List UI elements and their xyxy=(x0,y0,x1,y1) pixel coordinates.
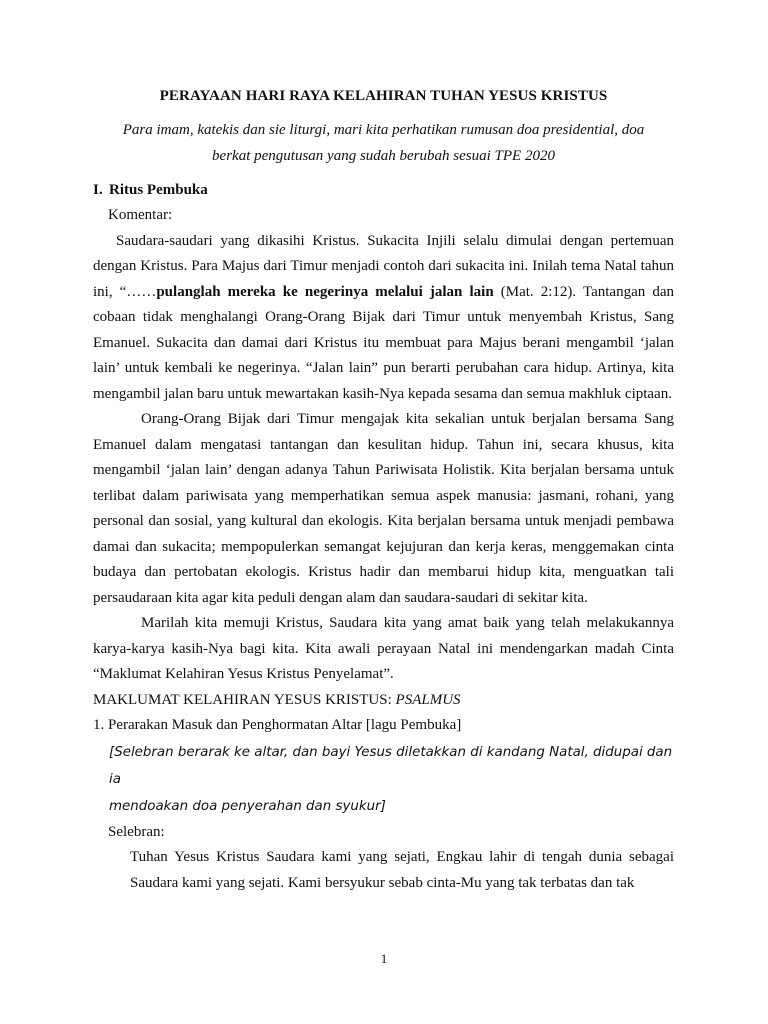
celebrant-label: Selebran: xyxy=(108,823,165,840)
paragraph-1 xyxy=(93,229,674,408)
document-title: PERAYAAN HARI RAYA KELAHIRAN TUHAN YESUS KRISTUS xyxy=(159,88,608,104)
comment-label: Komentar: xyxy=(108,207,173,223)
maklumat-heading xyxy=(93,688,674,714)
document-body xyxy=(93,84,674,896)
paragraph-1-bold-quote: pulanglah mereka ke negerinya melalui jalan lain xyxy=(156,283,494,300)
paragraph-1-text-a: Saudara-saudari yang dikasihi Kristus. Sukacita Injili selalu dimulai dengan pertemuan dengan Kristus. Para Majus dari Timur menjadi contoh dari sukacita ini. Inilah tema Natal tahun ini, “…… xyxy=(93,232,674,300)
intro-line: berkat pengutusan yang sudah berubah sesuai TPE 2020 xyxy=(212,147,555,164)
prayer-text: Tuhan Yesus Kristus Saudara kami yang sejati, Engkau lahir di tengah dunia sebagai Saudara kami yang sejati. Kami bersyukur sebab cinta-Mu yang tak terbatas dan tak xyxy=(130,849,674,891)
section-heading xyxy=(93,178,674,204)
page-number: 1 xyxy=(380,951,388,966)
list-item-1: 1. Perarakan Masuk dan Penghormatan Altar [lagu Pembuka] xyxy=(93,717,462,733)
intro-note xyxy=(93,117,674,169)
maklumat-heading-text: MAKLUMAT KELAHIRAN YESUS KRISTUS: xyxy=(93,691,396,708)
section-title: Ritus Pembuka xyxy=(109,181,208,198)
rubric-line: mendoakan doa penyerahan dan syukur] xyxy=(109,798,386,814)
maklumat-heading-italic: PSALMUS xyxy=(395,691,461,708)
paragraph-2: Orang-Orang Bijak dari Timur mengajak kita sekalian untuk berjalan bersama Sang Emanuel dalam mengatasi tantangan dan kesulitan hidup. Tahun ini, secara khusus, kita mengambil ‘jalan lain’ dengan adanya Tahun Pariwisata Holistik. Kita berjalan bersama untuk terlibat dalam pariwisata yang memperhatikan semua aspek manusia: jasmani, rohani, yang personal dan sosial, yang kultural dan ekologis. Kita berjalan bersama untuk menjadi pembawa damai dan sukacita; mempopulerkan semangat kejujuran dan kerja keras, menggemakan cinta budaya dan pertobatan ekologis. Kristus hadir dan membarui hidup kita, menguatkan tali persaudaraan kita agar kita peduli dengan alam dan saudara-saudari di sekitar kita. xyxy=(93,411,674,606)
rubric-line: [Selebran berarak ke altar, dan bayi Yesus diletakkan di kandang Natal, didupai dan ia xyxy=(109,744,673,787)
paragraph-3: Marilah kita memuji Kristus, Saudara kita yang amat baik yang telah melakukannya karya-karya kasih-Nya bagi kita. Kita awali perayaan Natal ini mendengarkan madah Cinta “Maklumat Kelahiran Yesus Kristus Penyelamat”. xyxy=(93,615,674,682)
paragraph-1-text-b: (Mat. 2:12). Tantangan dan cobaan tidak menghalangi Orang-Orang Bijak dari Timur untuk menyembah Kristus, Sang Emanuel. Sukacita dan damai dari Kristus itu membuat para Majus berani mengambil ‘jalan lain’ untuk kembali ke negerinya. “Jalan lain” pun berarti perubahan cara hidup. Artinya, kita mengambil jalan baru untuk mewartakan kasih-Nya kepada sesama dan semua makhluk ciptaan. xyxy=(93,283,674,402)
section-number: I. xyxy=(93,181,103,198)
intro-line: Para imam, katekis dan sie liturgi, mari kita perhatikan rumusan doa presidential, doa xyxy=(122,121,645,138)
